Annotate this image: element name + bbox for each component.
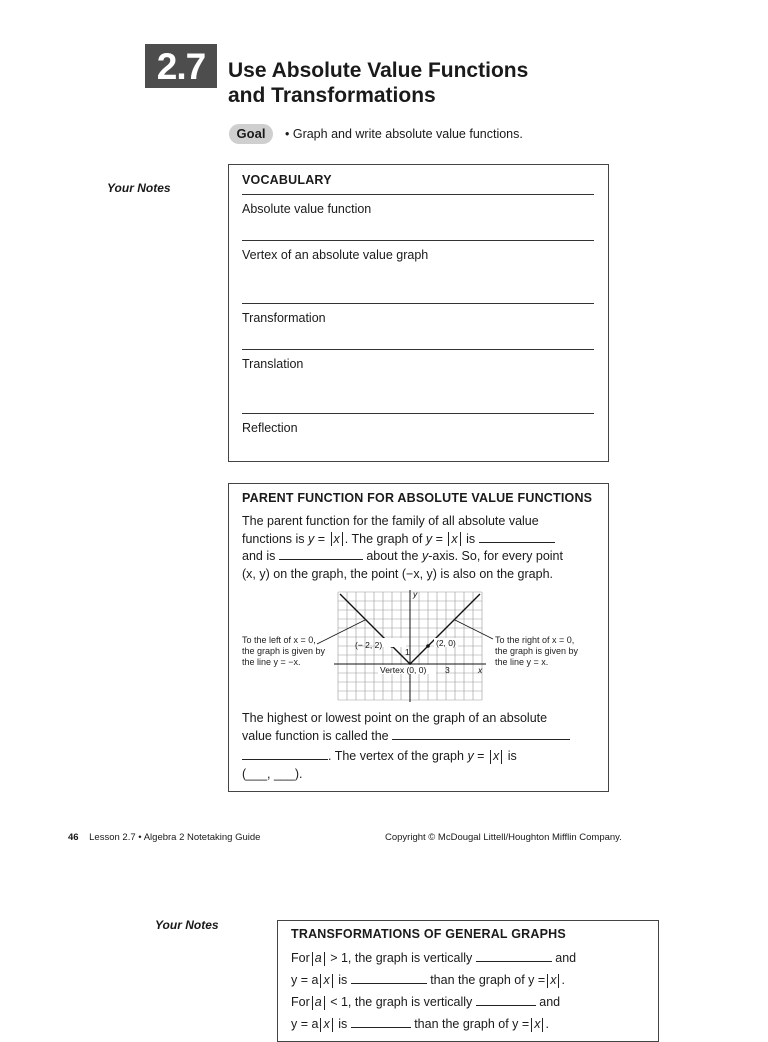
text-line: (x, y) on the graph, the point (−x, y) is also on the graph. — [242, 566, 553, 581]
text-line[interactable]: (___, ___). — [242, 766, 303, 781]
vocab-term-vertex: Vertex of an absolute value graph — [242, 248, 429, 262]
fill-in-blank[interactable] — [351, 1016, 411, 1028]
text-line: For a > 1, the graph is vertically and — [291, 951, 577, 965]
transformations-text — [291, 947, 651, 1035]
fill-in-blank[interactable] — [242, 748, 328, 760]
writing-line[interactable] — [242, 240, 594, 241]
text-line: The highest or lowest point on the graph of an absolute — [242, 711, 548, 725]
your-notes-label: Your Notes — [155, 918, 219, 932]
lesson-number-badge: 2.7 — [145, 44, 217, 88]
fill-in-blank[interactable] — [476, 950, 552, 962]
label-tick-one: 1 — [405, 647, 410, 657]
vertex-paragraph — [242, 710, 602, 783]
vocab-term-transformation: Transformation — [242, 311, 326, 325]
callout-left: To the left of x = 0, the graph is given by the line y = −x. — [242, 635, 326, 667]
text-line: y = a x is than the graph of y = x . — [291, 973, 565, 987]
label-axis-x: x — [478, 665, 483, 675]
goal-label: Goal — [229, 124, 273, 144]
parent-function-box — [228, 483, 609, 792]
vocab-term-absolute-value-function: Absolute value function — [242, 202, 372, 216]
text-line: y = a x is than the graph of y = x . — [291, 1017, 549, 1031]
writing-line[interactable] — [242, 303, 594, 304]
fill-in-blank[interactable] — [476, 994, 536, 1006]
vocab-term-translation: Translation — [242, 357, 304, 371]
text-line: For a < 1, the graph is vertically and — [291, 995, 561, 1009]
page-footer-left: 46 Lesson 2.7 • Algebra 2 Notetaking Guide — [68, 832, 261, 843]
label-tick-three: 3 — [445, 665, 450, 675]
divider — [242, 194, 594, 195]
text-line: The parent function for the family of all absolute value — [242, 514, 539, 528]
text-line: value function is called the — [242, 728, 602, 746]
label-vertex: Vertex (0, 0) — [380, 665, 427, 675]
vocabulary-box — [228, 164, 609, 462]
transformations-heading: TRANSFORMATIONS OF GENERAL GRAPHS — [291, 927, 566, 941]
fill-in-blank[interactable] — [351, 972, 427, 984]
writing-line[interactable] — [242, 413, 594, 414]
goal-text: • Graph and write absolute value functions. — [285, 127, 523, 141]
parent-function-heading: PARENT FUNCTION FOR ABSOLUTE VALUE FUNCTIONS — [242, 491, 593, 505]
fill-in-blank[interactable] — [392, 728, 570, 740]
label-point-left: (− 2, 2) — [355, 640, 383, 650]
callout-right: To the right of x = 0, the graph is given by the line y = x. — [495, 635, 579, 667]
vocabulary-heading: VOCABULARY — [242, 173, 332, 187]
lesson-title — [228, 58, 648, 108]
label-point-right: (2, 0) — [436, 638, 456, 648]
vocab-term-reflection: Reflection — [242, 421, 298, 435]
text-line: . The vertex of the graph y = x is — [242, 748, 602, 766]
lesson-title-line1: Use Absolute Value Functions — [228, 59, 529, 82]
copyright-text: Copyright © McDougal Littell/Houghton Mifflin Company. — [385, 832, 622, 843]
text-line: and is about the y-axis. So, for every point — [242, 549, 563, 563]
label-axis-y: y — [413, 589, 418, 599]
text-line: functions is y = x . The graph of y = x is — [242, 531, 602, 549]
lesson-title-line2: and Transformations — [228, 84, 436, 107]
writing-line[interactable] — [242, 349, 594, 350]
your-notes-label: Your Notes — [107, 181, 171, 195]
